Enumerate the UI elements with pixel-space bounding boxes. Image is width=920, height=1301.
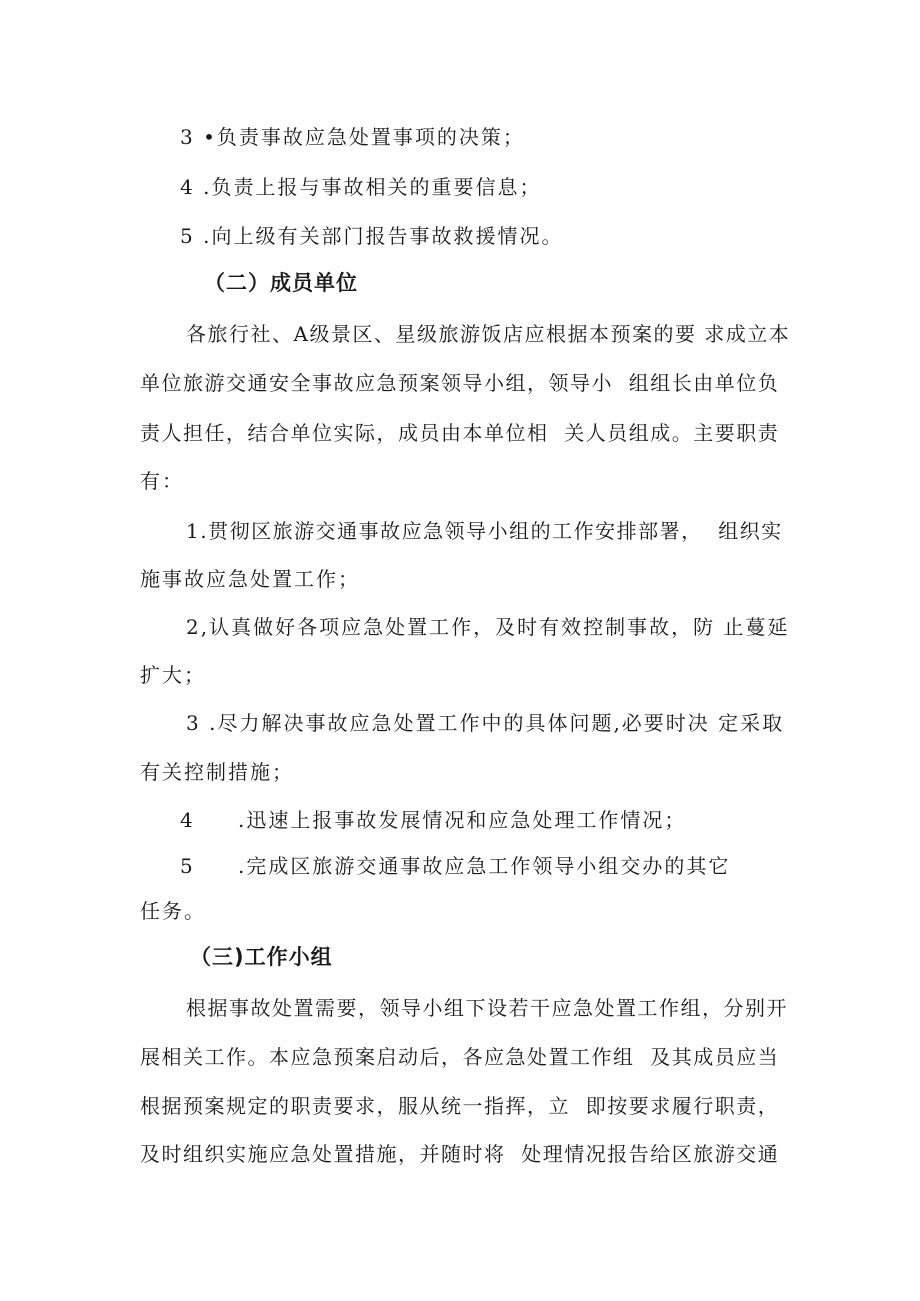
member-duty-2: 2,认真做好各项应急处置工作，及时有效控制事故，防 止蔓延 bbox=[186, 615, 790, 639]
member-duty-1: 1.贯彻区旅游交通事故应急领导小组的工作安排部署， 组织实 bbox=[186, 519, 783, 543]
member-duty-4-text: .迅速上报事故发展情况和应急处理工作情况； bbox=[238, 808, 687, 832]
member-duty-5-number: 5 bbox=[180, 854, 195, 878]
paragraph-line: 责人担任，结合单位实际，成员由本单位相 关人员组成。主要职责 bbox=[140, 421, 780, 445]
member-duty-4-number: 4 bbox=[180, 808, 195, 832]
paragraph-line: 展相关工作。本应急预案启动后，各应急处置工作组 及其成员应当 bbox=[140, 1045, 780, 1069]
section-heading-member-units: （二）成员单位 bbox=[204, 271, 358, 295]
paragraph-line: 各旅行社、A级景区、星级旅游饭店应根据本预案的要 求成立本 bbox=[186, 322, 791, 346]
member-duty-2-cont: 扩大； bbox=[140, 663, 206, 687]
duty-item-5: 5 .向上级有关部门报告事故救援情况。 bbox=[180, 224, 564, 248]
member-duty-3-cont: 有关控制措施； bbox=[140, 760, 294, 784]
paragraph-line: 单位旅游交通安全事故应急预案领导小组，领导小 组组长由单位负 bbox=[140, 371, 780, 395]
paragraph-line: 根据事故处置需要，领导小组下设若干应急处置工作组，分别开 bbox=[186, 996, 788, 1020]
section-heading-working-groups: （三)工作小组 bbox=[190, 945, 333, 969]
member-duty-3: 3 .尽力解决事故应急处置工作中的具体问题,必要时决 定采取 bbox=[186, 711, 785, 735]
member-duty-5-text: .完成区旅游交通事故应急工作领导小组交办的其它 bbox=[238, 854, 731, 878]
paragraph-line: 根据预案规定的职责要求，服从统一指挥，立 即按要求履行职责， bbox=[140, 1094, 780, 1118]
paragraph-line: 有： bbox=[140, 469, 184, 493]
duty-item-4: 4 .负责上报与事故相关的重要信息； bbox=[180, 175, 542, 199]
paragraph-line: 及时组织实施应急处置措施，并随时将 处理情况报告给区旅游交通 bbox=[140, 1142, 780, 1166]
member-duty-1-cont: 施事故应急处置工作； bbox=[140, 567, 360, 591]
member-duty-5-cont: 任务。 bbox=[140, 899, 206, 923]
duty-item-3: 3 •负责事故应急处置事项的决策； bbox=[180, 125, 525, 149]
